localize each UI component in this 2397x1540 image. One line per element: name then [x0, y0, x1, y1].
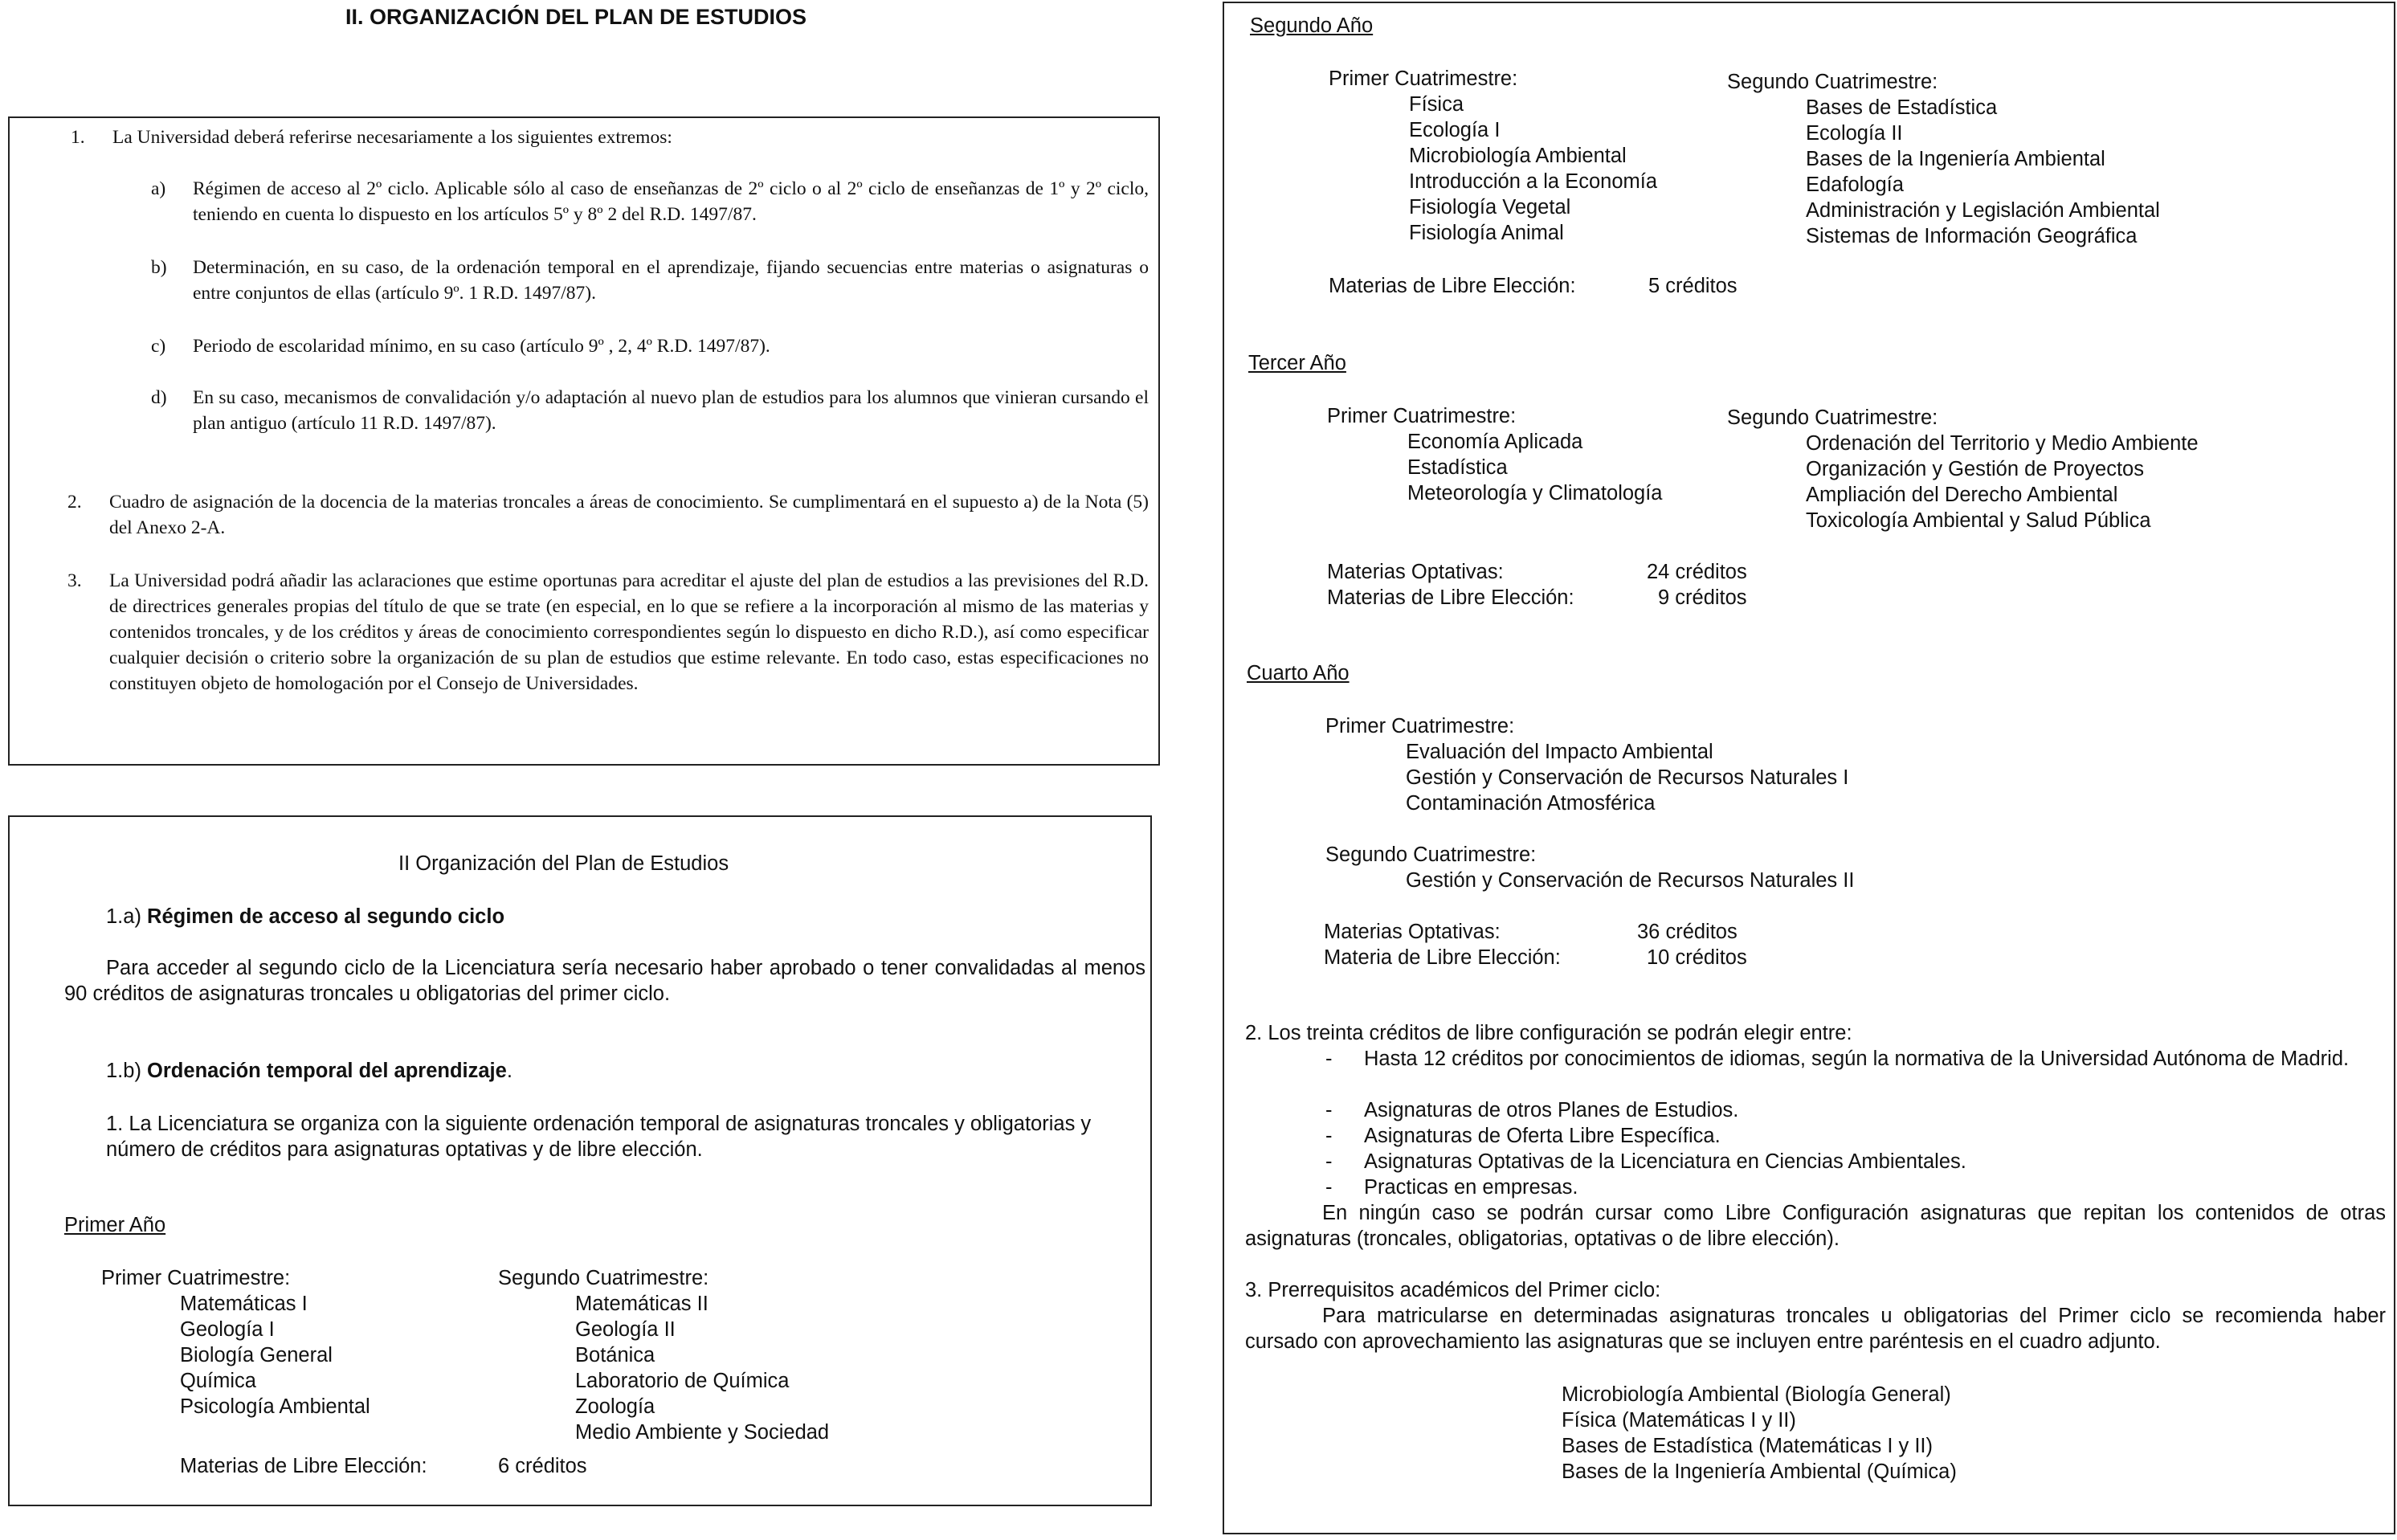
year1-libre-value: 6 créditos [498, 1455, 587, 1477]
year4-sem1-list [1406, 739, 1848, 816]
year3-libre-label: Materias de Libre Elección: [1327, 586, 1574, 609]
item-b-text: Determinación, en su caso, de la ordenación temporal en el aprendizaje, fijando secuencias entre materias o asignaturas o entre conjuntos de ellas (artículo 9º. 1 R.D. 1497/87). [193, 257, 1149, 304]
bullet-dash: - [1325, 1048, 1333, 1070]
year3-sem1-label: Primer Cuatrimestre: [1327, 405, 1517, 427]
section-1a-text: Para acceder al segundo ciclo de la Licenciatura sería necesario haber aprobado o tener convalidadas al menos 90 créditos de asignaturas troncales u obligatorias del primer ciclo. [64, 957, 1145, 1005]
prerequisite-item: Física (Matemáticas I y II) [1562, 1409, 1796, 1432]
subject-item: Ecología II [1806, 122, 1903, 145]
subject-item: Fisiología Animal [1409, 222, 1564, 244]
year2-sem1-list [1409, 92, 1657, 246]
item-1-text: La Universidad deberá referirse necesariamente a los siguientes extremos: [112, 127, 672, 148]
subject-item: Fisiología Vegetal [1409, 196, 1571, 219]
item-2-text: Cuadro de asignación de la docencia de la materias troncales a áreas de conocimiento. Se cumplimentará en el supuesto a) de la Nota (5) del Anexo 2-A. [109, 492, 1149, 538]
instructions-box [8, 116, 1160, 766]
subject-item: Ampliación del Derecho Ambiental [1806, 484, 2118, 506]
subject-item: Evaluación del Impacto Ambiental [1406, 741, 1713, 763]
subject-item: Administración y Legislación Ambiental [1806, 199, 2160, 222]
year4-sem2-list [1406, 868, 1854, 893]
section-2-item: Asignaturas Optativas de la Licenciatura en Ciencias Ambientales. [1364, 1150, 1966, 1173]
year2-libre-value: 5 créditos [1648, 275, 1738, 297]
subject-item: Introducción a la Economía [1409, 170, 1658, 193]
plan-title: II Organización del Plan de Estudios [398, 852, 729, 875]
item-c-label: c) [151, 336, 166, 357]
section-1b-text: 1. La Licenciatura se organiza con la siguiente ordenación temporal de asignaturas troncales y obligatorias y número de créditos para asignaturas optativas y de libre elección. [106, 1113, 1092, 1161]
year4-sem2-label: Segundo Cuatrimestre: [1325, 844, 1537, 866]
prerequisite-item: Bases de Estadística (Matemáticas I y II) [1562, 1435, 1934, 1457]
year2-sem2-list [1806, 95, 2160, 249]
subject-item: Psicología Ambiental [180, 1395, 370, 1418]
bullet-dash: - [1325, 1125, 1333, 1147]
section-3-text: Para matricularse en determinadas asignaturas troncales u obligatorias del Primer ciclo se recomienda haber cursado con aprovechamiento las asignaturas que se incluyen entre paréntesis en el cuadro adjunto. [1245, 1305, 2386, 1353]
subject-item: Economía Aplicada [1407, 431, 1583, 453]
year3-sem2-list [1806, 431, 2199, 533]
year1-sem1-label: Primer Cuatrimestre: [101, 1267, 291, 1289]
subject-item: Matemáticas I [180, 1293, 308, 1315]
subject-item: Matemáticas II [575, 1293, 708, 1315]
section-1b-heading [106, 1058, 512, 1084]
year1-sem2-label: Segundo Cuatrimestre: [498, 1267, 709, 1289]
page-title: II. ORGANIZACIÓN DEL PLAN DE ESTUDIOS [345, 5, 807, 29]
subject-item: Ecología I [1409, 119, 1501, 141]
year4-opt-label: Materias Optativas: [1324, 921, 1501, 943]
subject-item: Bases de Estadística [1806, 96, 1998, 119]
item-d-label: d) [151, 387, 167, 408]
section-1a-prefix: 1.a) [106, 905, 141, 928]
prerequisite-item: Microbiología Ambiental (Biología General) [1562, 1383, 1951, 1406]
section-2-item: Asignaturas de Oferta Libre Específica. [1364, 1125, 1721, 1147]
section-2-note: En ningún caso se podrán cursar como Libre Configuración asignaturas que repitan los contenidos de otras asignaturas (troncales, obligatorias, optativas o de libre elección). [1245, 1202, 2386, 1250]
year3-sem2-label: Segundo Cuatrimestre: [1727, 406, 1938, 429]
year4-libre-value: 10 créditos [1647, 946, 1747, 969]
section-3-intro: 3. Prerrequisitos académicos del Primer ciclo: [1245, 1279, 1661, 1301]
plan-box [8, 815, 1152, 1506]
subject-item: Estadística [1407, 456, 1508, 479]
year4-sem1-label: Primer Cuatrimestre: [1325, 715, 1515, 737]
prerequisites-list [1562, 1382, 1957, 1485]
item-a-text: Régimen de acceso al 2º ciclo. Aplicable sólo al caso de enseñanzas de 2º ciclo o al 2º ciclo de enseñanzas de 1º y 2º ciclo, teniendo en cuenta lo dispuesto en los artículos 5º y 8º 2 del R.D. 1497/87. [193, 178, 1149, 225]
year2-libre-label: Materias de Libre Elección: [1329, 275, 1576, 297]
subject-item: Química [180, 1370, 256, 1392]
subject-item: Microbiología Ambiental [1409, 145, 1627, 167]
prerequisite-item: Bases de la Ingeniería Ambiental (Química) [1562, 1460, 1957, 1483]
subject-item: Medio Ambiente y Sociedad [575, 1421, 830, 1444]
item-c-text: Periodo de escolaridad mínimo, en su caso (artículo 9º , 2, 4º R.D. 1497/87). [193, 336, 770, 357]
item-3-number: 3. [67, 570, 82, 591]
subject-item: Contaminación Atmosférica [1406, 792, 1656, 815]
item-b-label: b) [151, 257, 167, 278]
subject-item: Geología I [180, 1318, 275, 1341]
subject-item: Gestión y Conservación de Recursos Naturales I [1406, 766, 1849, 789]
subject-item: Bases de la Ingeniería Ambiental [1806, 148, 2105, 170]
year4-libre-label: Materia de Libre Elección: [1324, 946, 1561, 969]
subject-item: Biología General [180, 1344, 333, 1366]
year1-libre-label: Materias de Libre Elección: [180, 1455, 427, 1477]
section-1b-suffix: . [506, 1060, 512, 1082]
year4-opt-value: 36 créditos [1637, 921, 1738, 943]
section-1a-title: Régimen de acceso al segundo ciclo [147, 905, 505, 928]
subject-item: Meteorología y Climatología [1407, 482, 1663, 504]
year3-libre-value: 9 créditos [1658, 586, 1747, 609]
bullet-dash: - [1325, 1150, 1333, 1173]
subject-item: Sistemas de Información Geográfica [1806, 225, 2138, 247]
subject-item: Física [1409, 93, 1464, 116]
plan-continuation-box [1223, 2, 2395, 1534]
subject-item: Zoología [575, 1395, 655, 1418]
year2-sem2-label: Segundo Cuatrimestre: [1727, 71, 1938, 93]
item-2-number: 2. [67, 492, 82, 513]
subject-item: Toxicología Ambiental y Salud Pública [1806, 509, 2151, 532]
section-2-item: Hasta 12 créditos por conocimientos de idiomas, según la normativa de la Universidad Autónoma de Madrid. [1364, 1048, 2350, 1070]
subject-item: Edafología [1806, 174, 1904, 196]
item-1-number: 1. [71, 127, 85, 148]
subject-item: Ordenación del Territorio y Medio Ambiente [1806, 432, 2199, 455]
subject-item: Botánica [575, 1344, 655, 1366]
year1-title: Primer Año [64, 1214, 166, 1236]
subject-item: Gestión y Conservación de Recursos Naturales II [1406, 869, 1855, 892]
year3-opt-value: 24 créditos [1647, 561, 1747, 583]
year3-title: Tercer Año [1248, 352, 1346, 374]
year3-opt-label: Materias Optativas: [1327, 561, 1504, 583]
section-1b-title: Ordenación temporal del aprendizaje [147, 1060, 507, 1082]
section-1a-heading [106, 904, 504, 929]
year4-title: Cuarto Año [1247, 662, 1350, 684]
item-d-text: En su caso, mecanismos de convalidación y/o adaptación al nuevo plan de estudios para los alumnos que vinieran cursando el plan antiguo (artículo 11 R.D. 1497/87). [193, 387, 1149, 434]
year1-sem1-list [180, 1291, 370, 1419]
year2-title: Segundo Año [1250, 14, 1374, 37]
year3-sem1-list [1407, 429, 1663, 506]
item-3-text: La Universidad podrá añadir las aclaraciones que estime oportunas para acreditar el ajuste del plan de estudios a las previsiones del R.D. de directrices generales propias del título de que se trate (en especial, en lo que se refiere a la incorporación al mismo de las materias y contenidos troncales, y de los créditos y áreas de conocimiento correspondientes según lo dispuesto en dicho R.D.), así como especificar cualquier decisión o criterio sobre la organización de su plan de estudios que estime relevante. En todo caso, estas especificaciones no constituyen objeto de homologación por el Consejo de Universidades. [109, 570, 1149, 694]
bullet-dash: - [1325, 1176, 1333, 1199]
year2-sem1-label: Primer Cuatrimestre: [1329, 67, 1518, 90]
subject-item: Laboratorio de Química [575, 1370, 790, 1392]
section-2-intro: 2. Los treinta créditos de libre configuración se podrán elegir entre: [1245, 1022, 1852, 1044]
year1-sem2-list [575, 1291, 829, 1445]
section-1b-prefix: 1.b) [106, 1060, 141, 1082]
section-2-item: Practicas en empresas. [1364, 1176, 1578, 1199]
bullet-dash: - [1325, 1099, 1333, 1121]
section-2-item: Asignaturas de otros Planes de Estudios. [1364, 1099, 1739, 1121]
subject-item: Organización y Gestión de Proyectos [1806, 458, 2144, 480]
item-a-label: a) [151, 178, 166, 199]
subject-item: Geología II [575, 1318, 676, 1341]
